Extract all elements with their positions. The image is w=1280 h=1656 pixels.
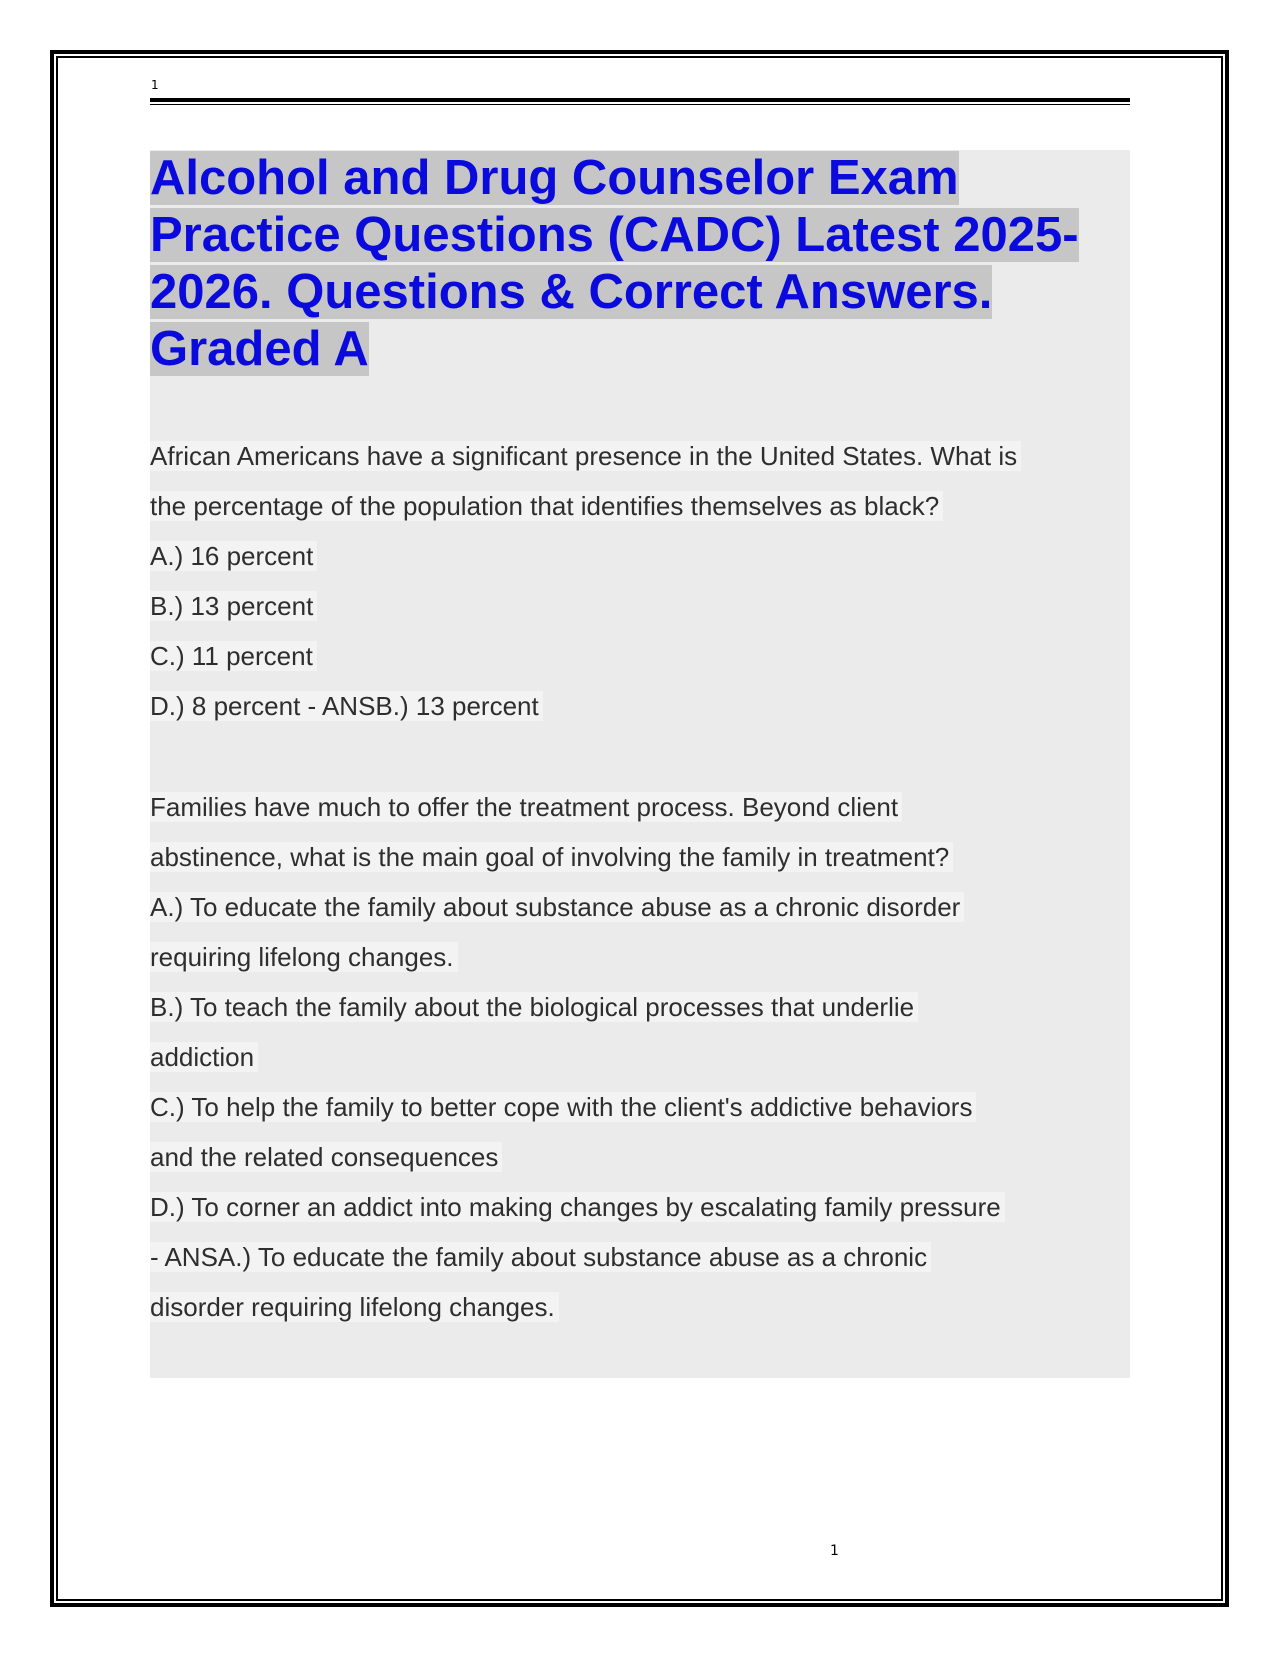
answer-option: and the related consequences: [150, 1132, 1130, 1182]
header-rule-thin: [150, 104, 1130, 105]
title-line: Practice Questions (CADC) Latest 2025-: [150, 208, 1079, 262]
question-block: [150, 782, 1130, 1332]
header-page-number: 1: [151, 78, 159, 92]
question-text-line: abstinence, what is the main goal of involving the family in treatment?: [150, 832, 1130, 882]
question-text-line: Families have much to offer the treatment process. Beyond client: [150, 782, 1130, 832]
answer-option: B.) 13 percent: [150, 581, 1130, 631]
answer-option: A.) 16 percent: [150, 531, 1130, 581]
answer-key-line: disorder requiring lifelong changes.: [150, 1282, 1130, 1332]
answer-option: A.) To educate the family about substance abuse as a chronic disorder: [150, 882, 1130, 932]
answer-option: requiring lifelong changes.: [150, 932, 1130, 982]
answer-option: C.) To help the family to better cope with the client's addictive behaviors: [150, 1082, 1130, 1132]
answer-option: D.) To corner an addict into making changes by escalating family pressure: [150, 1182, 1130, 1232]
title-line: Graded A: [150, 322, 369, 376]
answer-option: addiction: [150, 1032, 1130, 1082]
answer-key-line: - ANSA.) To educate the family about substance abuse as a chronic: [150, 1232, 1130, 1282]
answer-option: D.) 8 percent - ANSB.) 13 percent: [150, 681, 1130, 731]
answer-option: B.) To teach the family about the biological processes that underlie: [150, 982, 1130, 1032]
title-line: Alcohol and Drug Counselor Exam: [150, 151, 959, 205]
question-block: [150, 431, 1130, 731]
header-rule: [150, 98, 1130, 102]
footer-page-number: 1: [830, 1543, 839, 1559]
title-line: 2026. Questions & Correct Answers.: [150, 265, 993, 319]
question-text-line: African Americans have a significant presence in the United States. What is: [150, 431, 1130, 481]
document-body: [150, 150, 1130, 1378]
document-title: [150, 150, 1130, 378]
answer-option: C.) 11 percent: [150, 631, 1130, 681]
question-text-line: the percentage of the population that identifies themselves as black?: [150, 481, 1130, 531]
